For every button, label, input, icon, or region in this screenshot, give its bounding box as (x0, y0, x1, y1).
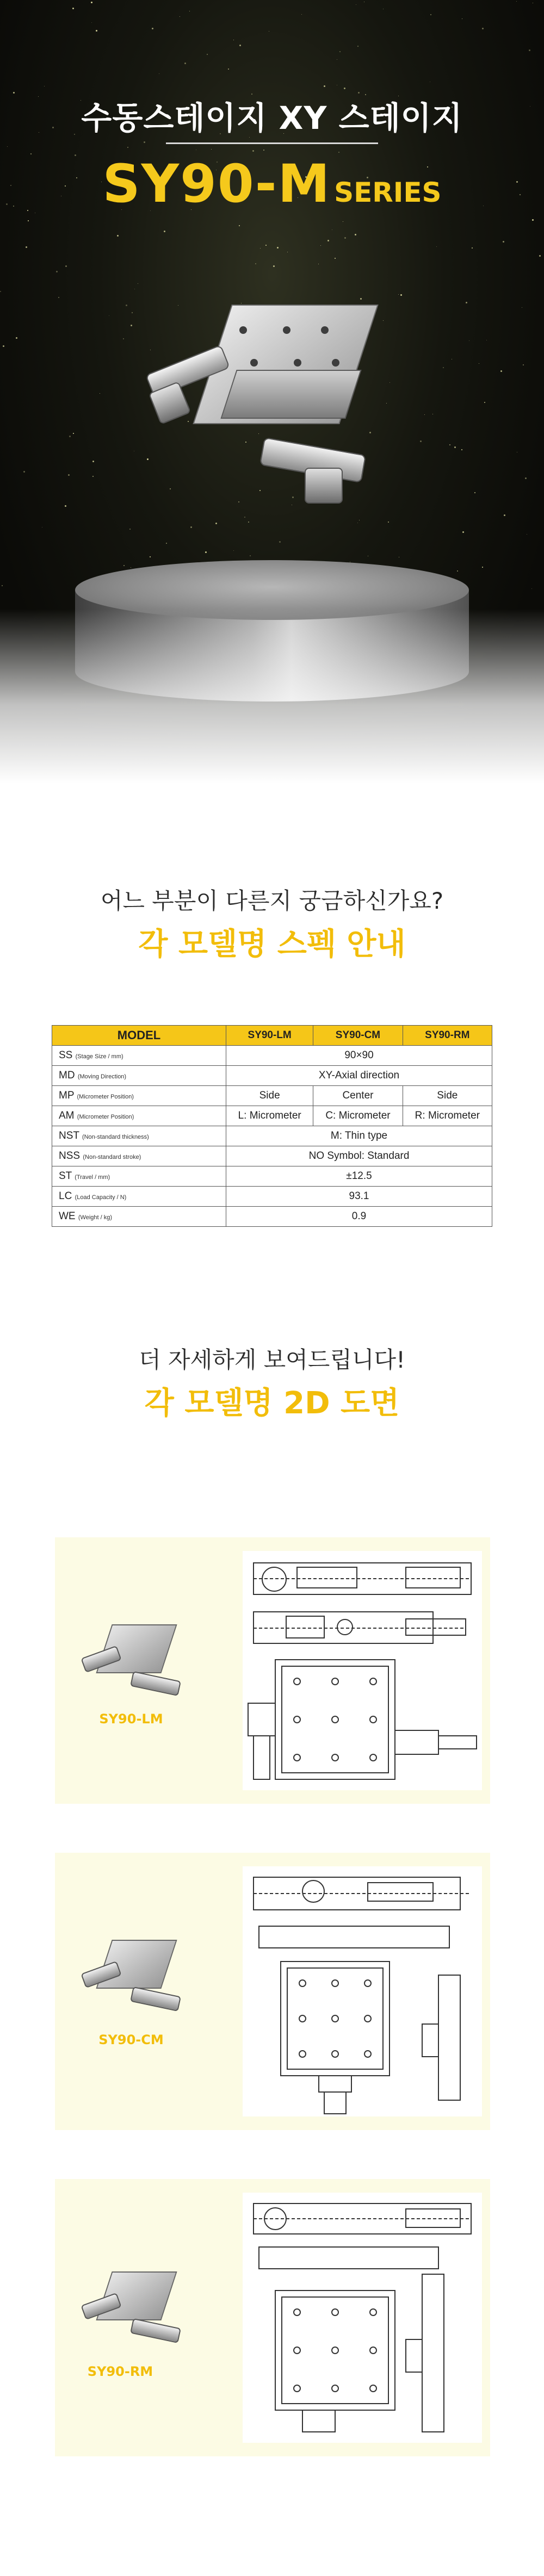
star (457, 570, 458, 572)
star (248, 522, 249, 523)
star (532, 219, 534, 221)
star (277, 247, 279, 249)
star (255, 263, 256, 264)
table-row (52, 1166, 492, 1187)
star (233, 550, 234, 551)
mount-hole (294, 359, 301, 367)
model-caption: SY90-LM (99, 1711, 163, 1727)
star (369, 432, 371, 433)
star (211, 149, 212, 150)
hero-banner (0, 0, 544, 783)
header-cell: SY90-LM (226, 1026, 313, 1046)
spec-heading: 각 모델명 스펙 안내 (138, 927, 406, 962)
star (131, 325, 132, 326)
star (170, 488, 171, 489)
star (539, 255, 541, 257)
table-cell: ±12.5 (226, 1166, 492, 1187)
star (324, 85, 325, 87)
table-row (52, 1086, 492, 1106)
star (436, 246, 437, 247)
row-desc: (Travel / mm) (75, 1174, 110, 1181)
star (339, 51, 341, 52)
star (260, 248, 261, 249)
star (338, 152, 339, 153)
star (7, 146, 8, 147)
row-desc: (Load Capacity / N) (75, 1194, 127, 1201)
mount-hole (321, 326, 329, 334)
star (525, 477, 527, 479)
star (147, 458, 149, 460)
row-label (52, 1086, 226, 1106)
micrometer (130, 1671, 181, 1696)
star (65, 505, 66, 507)
star (69, 436, 71, 437)
star (92, 476, 94, 477)
star (123, 565, 125, 566)
star (279, 541, 281, 543)
star (91, 2, 92, 3)
table-cell: C: Micrometer (313, 1106, 403, 1126)
mount-hole (332, 359, 339, 367)
micrometer (130, 1987, 181, 2012)
star (58, 297, 59, 298)
star (523, 364, 524, 365)
star (383, 320, 384, 321)
star (190, 526, 192, 528)
mount-hole (250, 359, 258, 367)
star (516, 1, 517, 2)
table-cell: 0.9 (226, 1207, 492, 1227)
star (398, 294, 399, 295)
star (150, 556, 151, 557)
star (2, 585, 3, 586)
star (188, 421, 189, 422)
star (484, 402, 485, 403)
mount-hole (239, 326, 247, 334)
star (205, 551, 207, 553)
table-cell: Center (313, 1086, 403, 1106)
row-desc: (Non-standard thickness) (82, 1134, 149, 1140)
star (228, 69, 229, 70)
technical-drawing (243, 1866, 482, 2116)
table-cell: Side (403, 1086, 492, 1106)
technical-drawing (243, 1551, 482, 1790)
star (73, 433, 74, 434)
star (344, 237, 346, 239)
star (239, 45, 241, 46)
header-cell: MODEL (52, 1026, 226, 1046)
row-label (52, 1166, 226, 1187)
model-name: SY90-M (102, 153, 331, 214)
table-row (52, 1187, 492, 1207)
star (68, 474, 70, 476)
star (320, 245, 321, 246)
star (430, 14, 431, 15)
table-cell: L: Micrometer (226, 1106, 313, 1126)
product-thumbnail (82, 2261, 186, 2342)
micrometer (130, 2318, 181, 2343)
drawing-question: 더 자세하게 보여드립니다! (139, 1346, 405, 1373)
row-code: NST (59, 1130, 79, 1141)
table-cell: M: Thin type (226, 1126, 492, 1146)
row-label (52, 1126, 226, 1146)
star (344, 88, 345, 89)
star (129, 529, 131, 530)
row-desc: (Weight / kg) (78, 1214, 113, 1221)
star (0, 291, 1, 292)
star (164, 231, 165, 232)
row-label (52, 1146, 226, 1166)
row-label (52, 1187, 226, 1207)
star (503, 241, 504, 243)
star (92, 461, 94, 462)
star (259, 490, 261, 491)
row-code: MP (59, 1090, 75, 1101)
star (454, 446, 456, 448)
star (144, 141, 145, 143)
row-code: ST (59, 1170, 72, 1182)
spec-table-header (52, 1026, 492, 1046)
row-label (52, 1066, 226, 1086)
header-cell: SY90-RM (403, 1026, 492, 1046)
table-cell: XY-Axial direction (226, 1066, 492, 1086)
table-row (52, 1207, 492, 1227)
star (252, 150, 254, 152)
table-row (52, 1146, 492, 1166)
star (239, 225, 240, 226)
star (292, 496, 294, 498)
model-card-cm (55, 1853, 490, 2130)
star (132, 312, 133, 313)
star (482, 28, 484, 29)
star (461, 449, 462, 450)
star (466, 302, 467, 303)
table-row (52, 1046, 492, 1066)
table-cell: Side (226, 1086, 313, 1106)
star (273, 265, 275, 267)
product-thumbnail (82, 1613, 186, 1695)
star (504, 514, 505, 516)
spec-question: 어느 부분이 다른지 궁금하신가요? (100, 887, 444, 914)
star (335, 258, 336, 259)
model-card-rm (55, 2179, 490, 2456)
star (531, 588, 532, 589)
row-code: LC (59, 1190, 72, 1202)
product-thumbnail (82, 1929, 186, 2010)
row-code: MD (59, 1070, 75, 1081)
table-cell: 90×90 (226, 1046, 492, 1066)
star (388, 522, 389, 523)
model-caption: SY90-RM (87, 2364, 153, 2379)
hero-divider (166, 142, 378, 144)
star (23, 471, 25, 473)
star (117, 235, 119, 237)
row-desc: (Stage Size / mm) (75, 1053, 123, 1060)
star (357, 46, 358, 47)
star (26, 246, 27, 248)
hero-subtitle: 수동스테이지 XY 스테이지 (81, 100, 463, 136)
star (91, 22, 92, 23)
header-cell: SY90-CM (313, 1026, 403, 1046)
row-label (52, 1106, 226, 1126)
star (420, 440, 422, 442)
row-code: NSS (59, 1150, 81, 1162)
star (327, 240, 329, 241)
star (123, 338, 124, 339)
row-desc: (Micrometer Position) (77, 1094, 134, 1100)
star (258, 433, 259, 434)
star (126, 305, 127, 306)
hero-title (0, 153, 544, 214)
table-cell: R: Micrometer (403, 1106, 492, 1126)
star (16, 337, 17, 339)
star (443, 367, 444, 368)
star (424, 414, 425, 415)
star (207, 54, 208, 55)
star (184, 63, 186, 64)
row-label (52, 1046, 226, 1066)
row-label (52, 1207, 226, 1227)
star (386, 403, 387, 404)
spec-table (52, 1025, 492, 1227)
star (472, 247, 473, 249)
table-row (52, 1106, 492, 1126)
table-cell: NO Symbol: Standard (226, 1146, 492, 1166)
mount-hole (283, 326, 290, 334)
star (65, 265, 67, 267)
star (301, 14, 302, 15)
star (500, 370, 502, 372)
table-row (52, 1126, 492, 1146)
stage-middle-plate (220, 370, 361, 419)
row-desc: (Micrometer Position) (77, 1114, 134, 1120)
hero-fade (0, 609, 544, 783)
row-desc: (Moving Direction) (77, 1073, 127, 1080)
model-card-lm (55, 1537, 490, 1804)
technical-drawing (243, 2193, 482, 2443)
star (474, 492, 475, 493)
star (96, 30, 97, 32)
star (127, 147, 128, 148)
star (400, 294, 402, 296)
star (244, 517, 245, 518)
table-row (52, 1066, 492, 1086)
star (28, 220, 29, 221)
star (360, 298, 362, 300)
star (72, 8, 74, 9)
model-caption: SY90-CM (98, 2032, 164, 2047)
star (265, 245, 267, 246)
row-code: WE (59, 1211, 76, 1222)
star (245, 442, 246, 443)
star (263, 150, 264, 151)
micrometer-y-knob (305, 468, 343, 504)
row-desc: (Non-standard stroke) (83, 1154, 141, 1160)
star (3, 345, 4, 347)
star (250, 555, 251, 556)
star (166, 543, 167, 544)
star (152, 28, 153, 29)
star (449, 444, 450, 445)
table-cell: 93.1 (226, 1187, 492, 1207)
star (238, 501, 239, 502)
star (355, 234, 356, 235)
row-code: AM (59, 1110, 75, 1121)
star (56, 271, 58, 272)
star (529, 49, 530, 51)
star (482, 567, 483, 568)
drawing-heading: 각 모델명 2D 도면 (144, 1386, 400, 1421)
star (462, 531, 464, 533)
star (215, 523, 217, 524)
series-label: SERIES (334, 177, 442, 208)
row-code: SS (59, 1050, 73, 1061)
